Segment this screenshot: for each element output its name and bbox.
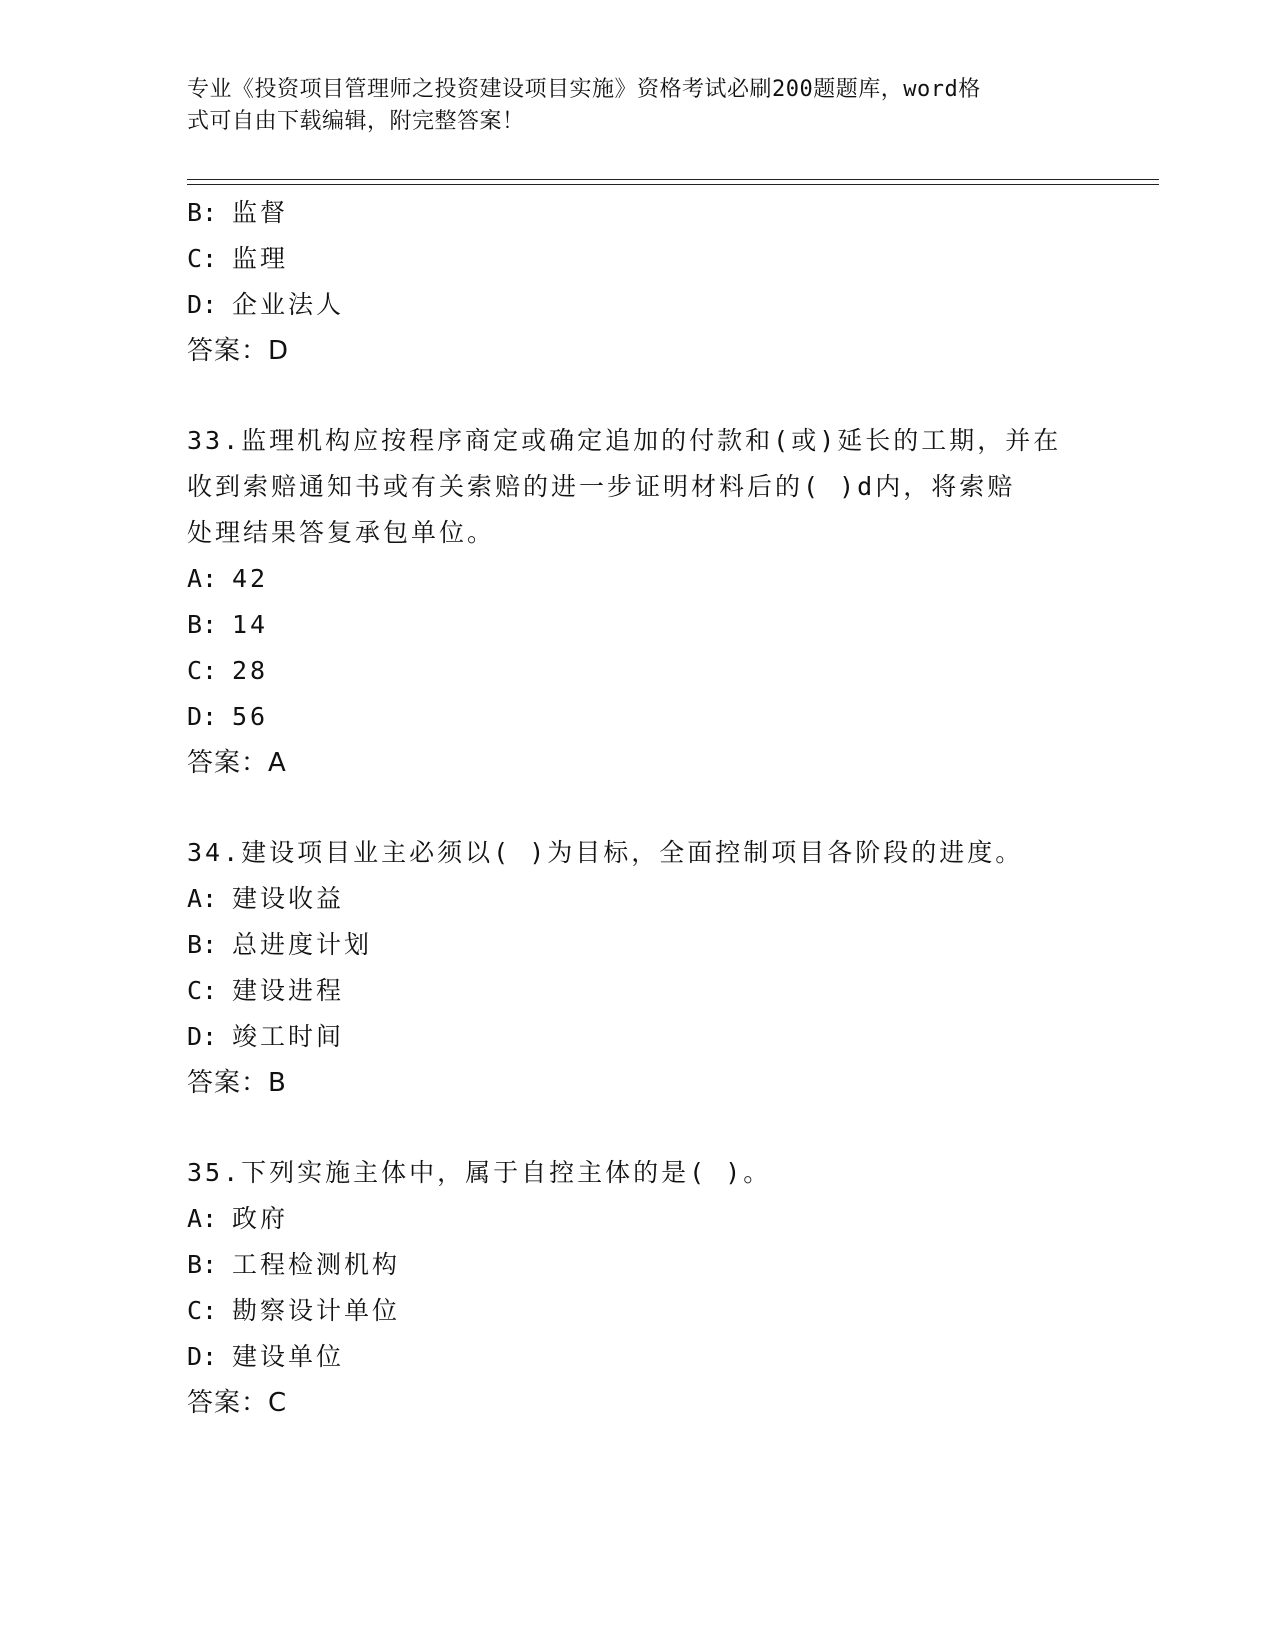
option-key: D: bbox=[187, 1022, 218, 1051]
question-content bbox=[187, 190, 1087, 1426]
option-d bbox=[187, 1334, 1087, 1380]
option-text: 56 bbox=[232, 702, 269, 731]
option-key: B: bbox=[187, 198, 218, 227]
option-a bbox=[187, 1196, 1087, 1242]
option-d bbox=[187, 282, 1087, 328]
option-text: 监理 bbox=[232, 244, 289, 273]
answer-label: 答案：A bbox=[187, 748, 287, 778]
document-header bbox=[187, 74, 1067, 138]
answer-label: 答案：B bbox=[187, 1068, 287, 1098]
option-b bbox=[187, 1242, 1087, 1288]
option-a bbox=[187, 556, 1087, 602]
option-text: 建设收益 bbox=[232, 884, 345, 913]
option-key: B: bbox=[187, 930, 218, 959]
option-key: C: bbox=[187, 656, 218, 685]
option-text: 建设进程 bbox=[232, 976, 345, 1005]
question-text-line: 处理结果答复承包单位。 bbox=[187, 518, 496, 547]
option-text: 工程检测机构 bbox=[232, 1250, 401, 1279]
option-b bbox=[187, 922, 1087, 968]
option-key: C: bbox=[187, 244, 218, 273]
option-text: 建设单位 bbox=[232, 1342, 345, 1371]
option-key: A: bbox=[187, 884, 218, 913]
answer-label: 答案：D bbox=[187, 336, 290, 366]
option-text: 监督 bbox=[232, 198, 289, 227]
option-text: 政府 bbox=[232, 1204, 289, 1233]
option-c bbox=[187, 648, 1087, 694]
option-c bbox=[187, 968, 1087, 1014]
question-text-line: 34.建设项目业主必须以( )为目标，全面控制项目各阶段的进度。 bbox=[187, 838, 1024, 867]
option-text: 企业法人 bbox=[232, 290, 345, 319]
header-rule-top bbox=[187, 179, 1159, 180]
question-text-line: 33.监理机构应按程序商定或确定追加的付款和(或)延长的工期，并在 bbox=[187, 426, 1062, 455]
option-key: D: bbox=[187, 290, 218, 319]
question-35 bbox=[187, 1150, 1087, 1426]
option-text: 14 bbox=[232, 610, 269, 639]
option-b bbox=[187, 602, 1087, 648]
option-key: B: bbox=[187, 610, 218, 639]
option-key: C: bbox=[187, 1296, 218, 1325]
option-c bbox=[187, 1288, 1087, 1334]
question-34 bbox=[187, 830, 1087, 1106]
option-key: D: bbox=[187, 702, 218, 731]
header-line-1: 专业《投资项目管理师之投资建设项目实施》资格考试必刷200题题库，word格 bbox=[187, 77, 981, 102]
option-d bbox=[187, 694, 1087, 740]
option-c bbox=[187, 236, 1087, 282]
question-text-line: 35.下列实施主体中，属于自控主体的是( )。 bbox=[187, 1158, 772, 1187]
option-key: A: bbox=[187, 1204, 218, 1233]
header-line-2: 式可自由下载编辑，附完整答案！ bbox=[187, 109, 525, 134]
question-text-line: 收到索赔通知书或有关索赔的进一步证明材料后的( )d内，将索赔 bbox=[187, 472, 1016, 501]
option-text: 28 bbox=[232, 656, 269, 685]
option-key: B: bbox=[187, 1250, 218, 1279]
option-d bbox=[187, 1014, 1087, 1060]
option-key: A: bbox=[187, 564, 218, 593]
answer-label: 答案：C bbox=[187, 1388, 288, 1418]
header-rule-bottom bbox=[187, 184, 1159, 185]
option-a bbox=[187, 876, 1087, 922]
option-text: 竣工时间 bbox=[232, 1022, 345, 1051]
option-key: C: bbox=[187, 976, 218, 1005]
prev-question bbox=[187, 190, 1087, 374]
option-text: 42 bbox=[232, 564, 269, 593]
question-33 bbox=[187, 418, 1087, 786]
option-key: D: bbox=[187, 1342, 218, 1371]
option-text: 勘察设计单位 bbox=[232, 1296, 401, 1325]
option-text: 总进度计划 bbox=[232, 930, 373, 959]
option-b bbox=[187, 190, 1087, 236]
